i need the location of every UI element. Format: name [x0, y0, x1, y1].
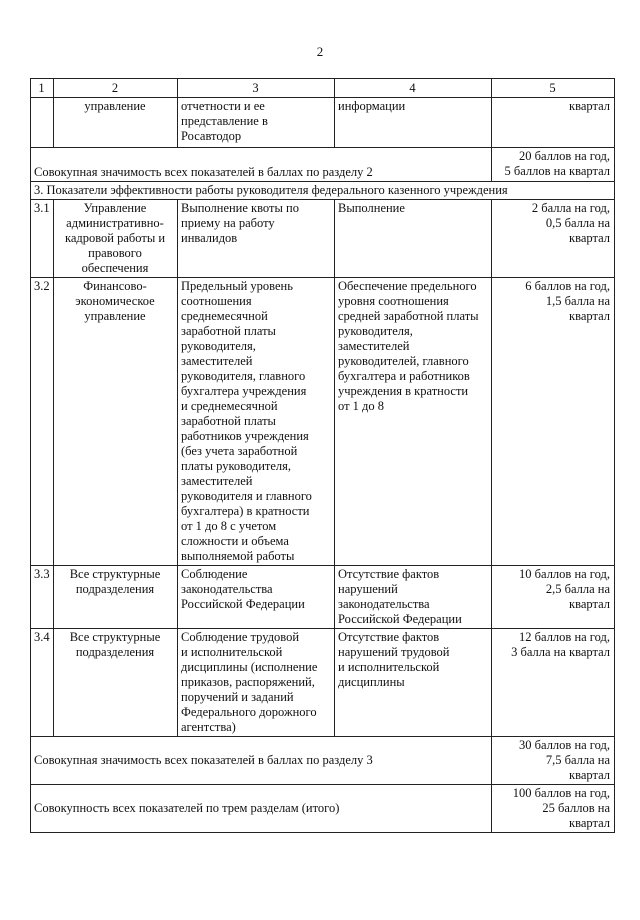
- page-number: 2: [316, 44, 324, 59]
- section3-total-label: Совокупная значимость всех показателей в баллах по разделу 3: [31, 737, 492, 785]
- table-cell: управление: [54, 98, 178, 148]
- section2-total-row: [31, 148, 615, 182]
- table-cell: информации: [335, 98, 492, 148]
- row-number: 3.4: [31, 629, 54, 737]
- points: 2 балла на год, 0,5 балла на квартал: [492, 200, 615, 278]
- section3-total-row: [31, 737, 615, 785]
- criterion: Отсутствие фактов нарушений трудовой и исполнительской дисциплины: [335, 629, 492, 737]
- section2-total-label: Совокупная значимость всех показателей в баллах по разделу 2: [31, 148, 492, 182]
- section3-heading-row: [31, 182, 615, 200]
- column-header: 2: [54, 79, 178, 98]
- section3-heading: 3. Показатели эффективности работы руководителя федерального казенного учреждения: [31, 182, 615, 200]
- header-row: [31, 79, 615, 98]
- table-row: [31, 200, 615, 278]
- table-cell: квартал: [492, 98, 615, 148]
- indicator: Соблюдение законодательства Российской Федерации: [178, 566, 335, 629]
- criterion: Отсутствие фактов нарушений законодательства Российской Федерации: [335, 566, 492, 629]
- column-header: 5: [492, 79, 615, 98]
- points: 6 баллов на год, 1,5 балла на квартал: [492, 278, 615, 566]
- row-number: 3.1: [31, 200, 54, 278]
- criterion: Обеспечение предельного уровня соотношения средней заработной платы руководителя, заместителей руководителей, главного бухгалтера и работников учреждения в кратности от 1 до 8: [335, 278, 492, 566]
- grand-total-value: 100 баллов на год, 25 баллов на квартал: [492, 785, 615, 833]
- responsible-unit: Управление административно- кадровой работы и правового обеспечения: [54, 200, 178, 278]
- continuation-row: [31, 98, 615, 148]
- responsible-unit: Финансово- экономическое управление: [54, 278, 178, 566]
- column-header: 3: [178, 79, 335, 98]
- indicators-table: [30, 78, 615, 833]
- points: 12 баллов на год, 3 балла на квартал: [492, 629, 615, 737]
- table-cell: [31, 98, 54, 148]
- responsible-unit: Все структурные подразделения: [54, 566, 178, 629]
- table-row: [31, 629, 615, 737]
- row-number: 3.2: [31, 278, 54, 566]
- section3-total-value: 30 баллов на год, 7,5 балла на квартал: [492, 737, 615, 785]
- grand-total-label: Совокупность всех показателей по трем разделам (итого): [31, 785, 492, 833]
- indicator: Выполнение квоты по приему на работу инвалидов: [178, 200, 335, 278]
- table-cell: отчетности и ее представление в Росавтодор: [178, 98, 335, 148]
- points: 10 баллов на год, 2,5 балла на квартал: [492, 566, 615, 629]
- grand-total-row: [31, 785, 615, 833]
- row-number: 3.3: [31, 566, 54, 629]
- criterion: Выполнение: [335, 200, 492, 278]
- column-header: 4: [335, 79, 492, 98]
- section2-total-value: 20 баллов на год, 5 баллов на квартал: [492, 148, 615, 182]
- responsible-unit: Все структурные подразделения: [54, 629, 178, 737]
- indicator: Предельный уровень соотношения среднемесячной заработной платы руководителя, заместителей руководителя, главного бухгалтера учреждения и среднемесячной заработной платы работников учреждения (без учета заработной платы руководителя, заместителей руководителя и главного бухгалтера) в кратности от 1 до 8 с учетом сложности и объема выполняемой работы: [178, 278, 335, 566]
- table-row: [31, 566, 615, 629]
- indicator: Соблюдение трудовой и исполнительской дисциплины (исполнение приказов, распоряжений, поручений и заданий Федерального дорожного агентства): [178, 629, 335, 737]
- column-header: 1: [31, 79, 54, 98]
- table-row: [31, 278, 615, 566]
